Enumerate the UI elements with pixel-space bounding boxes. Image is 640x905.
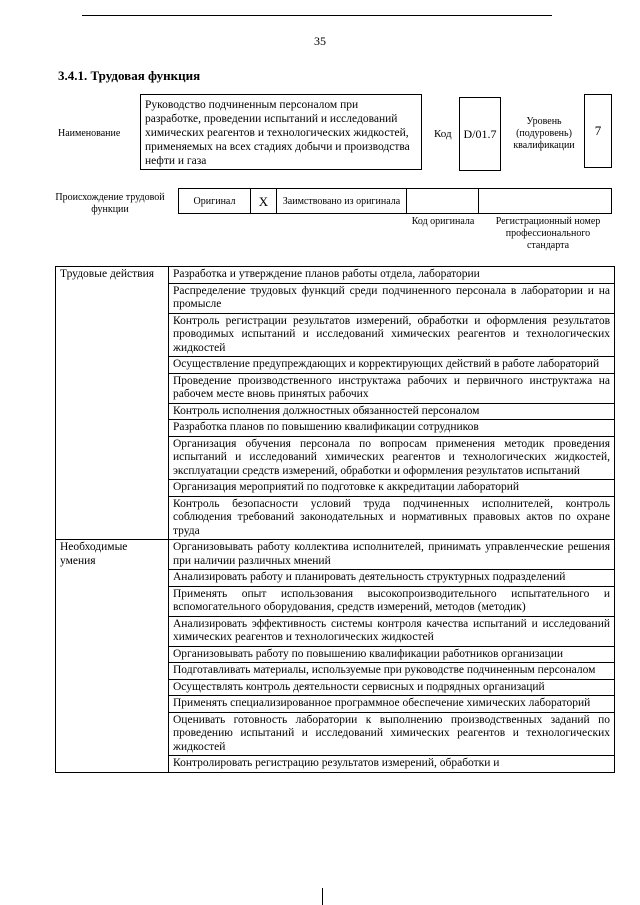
function-table xyxy=(55,266,615,773)
code-label: Код xyxy=(434,128,452,140)
section-heading: 3.4.1. Трудовая функция xyxy=(58,68,201,83)
section-item: Распределение трудовых функций среди подчиненного персонала в лаборатории и на промысле xyxy=(169,283,615,313)
reg-caption: Регистрационный номер профессионального стандарта xyxy=(495,216,601,251)
table-row xyxy=(56,540,615,570)
function-code-box: D/01.7 xyxy=(459,97,501,171)
name-label: Наименование xyxy=(58,128,121,139)
section-title: Трудовые действия xyxy=(56,267,169,540)
page-number: 35 xyxy=(314,34,326,48)
section-item: Разработка и утверждение планов работы отдела, лаборатории xyxy=(169,267,615,284)
section-item: Проведение производственного инструктажа рабочих и первичного инструктажа на рабочем месте вновь принятых рабочих xyxy=(169,373,615,403)
section-item: Контроль регистрации результатов измерений, обработки и оформления результатов проводимых испытаний и исследований химических реагентов и технологических жидкостей xyxy=(169,313,615,357)
section-item: Контроль исполнения должностных обязанностей персоналом xyxy=(169,403,615,420)
origin-table xyxy=(178,188,612,214)
section-item: Контроль безопасности условий труда подчиненных исполнителей, контроль соблюдения требований законодательных и нормативных правовых актов по охране труда xyxy=(169,496,615,540)
original-mark: X xyxy=(251,189,277,213)
section-title: Необходимые умения xyxy=(56,540,169,773)
section-item: Организовывать работу коллектива исполнителей, принимать управленческие решения при наличии различных мнений xyxy=(169,540,615,570)
section-item: Разработка планов по повышению квалификации сотрудников xyxy=(169,420,615,437)
level-value-box: 7 xyxy=(584,94,612,168)
section-item: Применять опыт использования высокопроизводительного испытательного и вспомогательного оборудования, средств измерений, методов (методик) xyxy=(169,586,615,616)
bottom-rule xyxy=(322,888,323,905)
section-item: Организовывать работу по повышению квалификации работников организации xyxy=(169,646,615,663)
function-name-box: Руководство подчиненным персоналом при разработке, проведении испытаний и исследований химических реагентов и технологических жидкостей, применяемых на всех стадиях добычи и производства нефти и газа xyxy=(140,94,422,170)
section-item: Осуществлять контроль деятельности сервисных и подрядных организаций xyxy=(169,679,615,696)
original-code-cell xyxy=(407,189,479,213)
section-item: Контролировать регистрацию результатов измерений, обработки и xyxy=(169,756,615,773)
section-item: Организация обучения персонала по вопросам применения методик проведения испытаний и исследований химических реагентов и технологических жидкостей, эксплуатации средств измерений, обработки и оформления результатов испытаний xyxy=(169,436,615,480)
origin-label: Происхождение трудовой функции xyxy=(55,192,165,215)
section-item: Оценивать готовность лаборатории к выполнению производственных заданий по проведению испытаний и исследований химических реагентов и технологических жидкостей xyxy=(169,712,615,756)
original-label: Оригинал xyxy=(179,189,251,213)
section-item: Подготавливать материалы, используемые при руководстве подчиненным персоналом xyxy=(169,663,615,680)
section-item: Применять специализированное программное обеспечение химических лабораторий xyxy=(169,696,615,713)
borrowed-label: Заимствовано из оригинала xyxy=(277,189,407,213)
section-item: Организация мероприятий по подготовке к аккредитации лабораторий xyxy=(169,480,615,497)
level-label: Уровень (подуровень) квалификации xyxy=(513,116,575,151)
reg-number-cell xyxy=(479,189,611,213)
section-item: Анализировать работу и планировать деятельность структурных подразделений xyxy=(169,570,615,587)
top-rule xyxy=(82,15,552,16)
code-caption: Код оригинала xyxy=(411,216,475,227)
section-item: Осуществление предупреждающих и корректирующих действий в работе лабораторий xyxy=(169,357,615,374)
table-row xyxy=(56,267,615,284)
section-item: Анализировать эффективность системы контроля качества испытаний и исследований химических реагентов и технологических жидкостей xyxy=(169,616,615,646)
